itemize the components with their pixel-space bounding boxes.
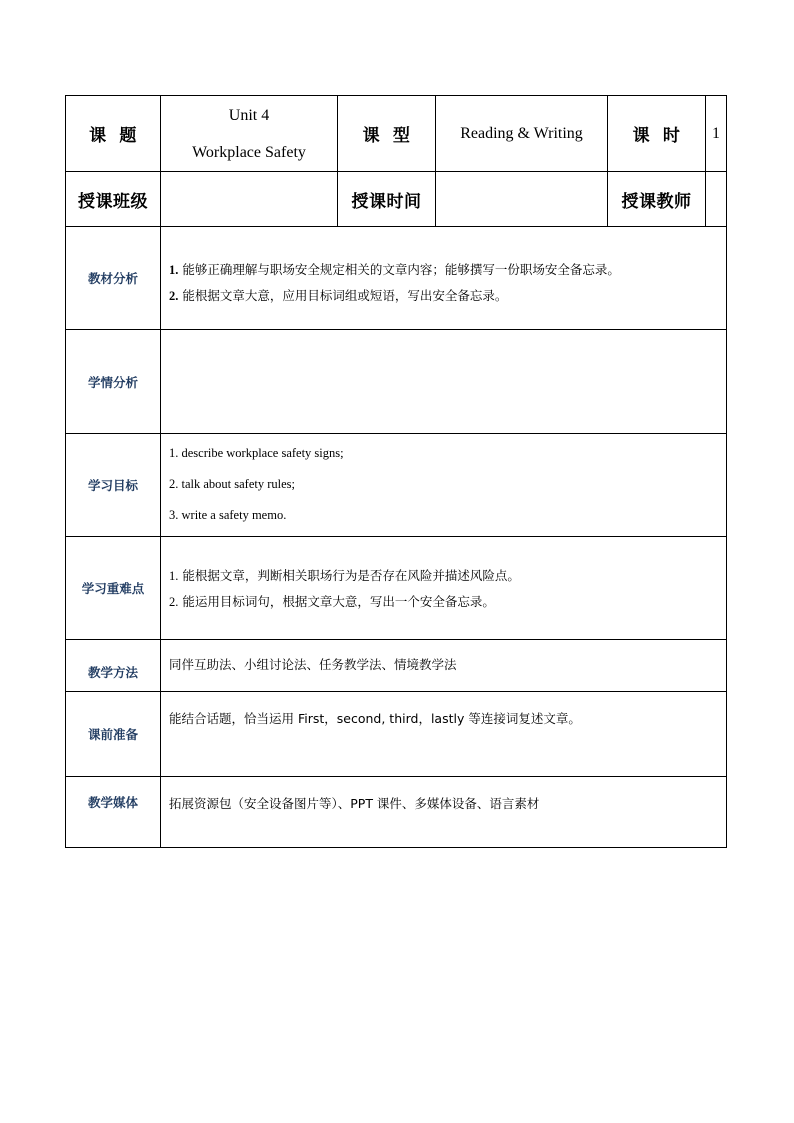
preparation-row <box>66 692 727 777</box>
preparation-content <box>161 692 727 777</box>
key-points-content <box>161 537 727 640</box>
methods-row <box>66 640 727 692</box>
topic-line-2: Workplace Safety <box>192 143 306 161</box>
preparation-text: 能结合话题，恰当运用 First，second, third，lastly 等连接词复述文章。 <box>169 711 581 726</box>
methods-text: 同伴互助法、小组讨论法、任务教学法、情境教学法 <box>169 657 457 672</box>
lesson-plan-table <box>65 95 727 848</box>
objectives-label: 学习目标 <box>66 434 161 537</box>
students-content[interactable] <box>161 330 727 434</box>
lesson-plan-page <box>65 95 726 848</box>
key-point-item-1-text: 能根据文章，判断相关职场行为是否存在风险并描述风险点。 <box>182 568 520 583</box>
class-value[interactable] <box>161 172 338 227</box>
objectives-row <box>66 434 727 537</box>
teacher-label: 授课教师 <box>608 172 706 227</box>
hours-value: 1 <box>706 96 727 172</box>
hours-label: 课 时 <box>608 96 706 172</box>
media-content <box>161 777 727 848</box>
material-item-1 <box>169 257 718 283</box>
methods-label: 教学方法 <box>66 640 161 692</box>
type-value: Reading & Writing <box>436 96 608 172</box>
key-points-row <box>66 537 727 640</box>
material-row <box>66 227 727 330</box>
key-points-label: 学习重难点 <box>66 537 161 640</box>
header-row-1 <box>66 96 727 172</box>
methods-content <box>161 640 727 692</box>
topic-value <box>161 96 338 172</box>
objective-item-1: 1. describe workplace safety signs; <box>169 446 344 460</box>
time-value[interactable] <box>436 172 608 227</box>
teacher-value[interactable] <box>706 172 727 227</box>
time-label: 授课时间 <box>338 172 436 227</box>
media-row <box>66 777 727 848</box>
objectives-content <box>161 434 727 537</box>
key-point-item-2 <box>169 589 718 615</box>
students-label: 学情分析 <box>66 330 161 434</box>
key-point-item-2-text: 能运用目标词句，根据文章大意，写出一个安全备忘录。 <box>182 594 495 609</box>
objective-item-2: 2. talk about safety rules; <box>169 477 296 491</box>
students-row <box>66 330 727 434</box>
class-label: 授课班级 <box>66 172 161 227</box>
objective-item-3: 3. write a safety memo. <box>169 508 287 522</box>
material-label: 教材分析 <box>66 227 161 330</box>
topic-label: 课 题 <box>66 96 161 172</box>
material-item-1-num: 1. <box>169 263 179 277</box>
key-point-item-1-num: 1. <box>169 569 179 583</box>
material-item-2-num: 2. <box>169 289 179 303</box>
preparation-label: 课前准备 <box>66 692 161 777</box>
media-text: 拓展资源包（安全设备图片等）、PPT 课件、多媒体设备、语言素材 <box>169 796 540 811</box>
media-label: 教学媒体 <box>66 777 161 848</box>
material-item-2-text: 能根据文章大意，应用目标词组或短语，写出安全备忘录。 <box>182 288 508 303</box>
topic-line-1: Unit 4 <box>228 106 270 124</box>
material-item-2 <box>169 283 718 309</box>
header-row-2 <box>66 172 727 227</box>
type-label: 课 型 <box>338 96 436 172</box>
material-item-1-text: 能够正确理解与职场安全规定相关的文章内容；能够撰写一份职场安全备忘录。 <box>182 262 620 277</box>
key-point-item-1 <box>169 563 718 589</box>
key-point-item-2-num: 2. <box>169 595 179 609</box>
material-content <box>161 227 727 330</box>
